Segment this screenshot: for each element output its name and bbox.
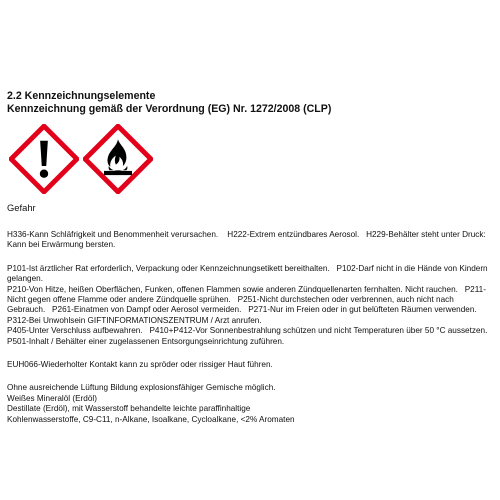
precautionary-statements (7, 264, 495, 347)
precautionary-line: P312-Bei Unwohlsein GIFTINFORMATIONSZENTRUM / Arzt anrufen. (7, 315, 262, 325)
precautionary-line: Gebrauch. P261-Einatmen von Dampf oder Aerosol vermeiden. P271-Nur im Freien oder in gut belüfteten Räumen verwenden. (7, 305, 477, 315)
supplemental-line: Weißes Mineralöl (Erdöl) (7, 393, 97, 403)
hazard-statement-line: Kann bei Erwärmung bersten. (7, 240, 116, 250)
label-elements-section (7, 90, 495, 425)
supplemental-information (7, 383, 495, 425)
precautionary-line: P210-Von Hitze, heißen Oberflächen, Funken, offenen Flammen sowie anderen Zündquellenarten fernhalten. Nicht rauchen. P211- (7, 284, 486, 294)
exclamation-mark-hazard-icon (9, 124, 79, 194)
section-subheading: Kennzeichnung gemäß der Verordnung (EG) Nr. 1272/2008 (CLP) (7, 103, 332, 115)
precautionary-line: Nicht gegen offene Flamme oder andere Zündquelle sprühen. P251-Nicht durchstechen oder verbrennen, auch nicht nach (7, 295, 454, 305)
precautionary-line: P405-Unter Verschluss aufbewahren. P410+P412-Vor Sonnenbestrahlung schützen und nicht Temperaturen über 50 °C aussetzen. (7, 326, 488, 336)
supplemental-line: Destillate (Erdöl), mit Wasserstoff behandelte leichte paraffinhaltige (7, 404, 251, 414)
precautionary-line: P101-Ist ärztlicher Rat erforderlich, Verpackung oder Kennzeichnungsetikett bereithalten. P102-Darf nicht in die Hände von Kindern (7, 263, 488, 273)
flame-hazard-icon (83, 124, 153, 194)
hazard-statements (7, 230, 495, 251)
euh-statement-line: EUH066-Wiederholter Kontakt kann zu spröder oder rissiger Haut führen. (7, 360, 273, 370)
precautionary-line: P501-Inhalt / Behälter einer zugelassenen Entsorgungseinrichtung zuführen. (7, 336, 285, 346)
supplemental-line: Kohlenwasserstoffe, C9-C11, n-Alkane, Isoalkane, Cycloalkane, <2% Aromaten (7, 414, 295, 424)
signal-word: Gefahr (7, 202, 36, 213)
hazard-pictograms (9, 124, 495, 196)
hazard-statement-line: H336-Kann Schläfrigkeit und Benommenheit verursachen. H222-Extrem entzündbares Aerosol. H229-Behälter steht unter Druck: (7, 230, 486, 239)
section-heading: 2.2 Kennzeichnungselemente (7, 90, 156, 102)
euh-statement (7, 360, 495, 370)
supplemental-line: Ohne ausreichende Lüftung Bildung explosionsfähiger Gemische möglich. (7, 383, 276, 393)
precautionary-line: gelangen. (7, 274, 43, 284)
